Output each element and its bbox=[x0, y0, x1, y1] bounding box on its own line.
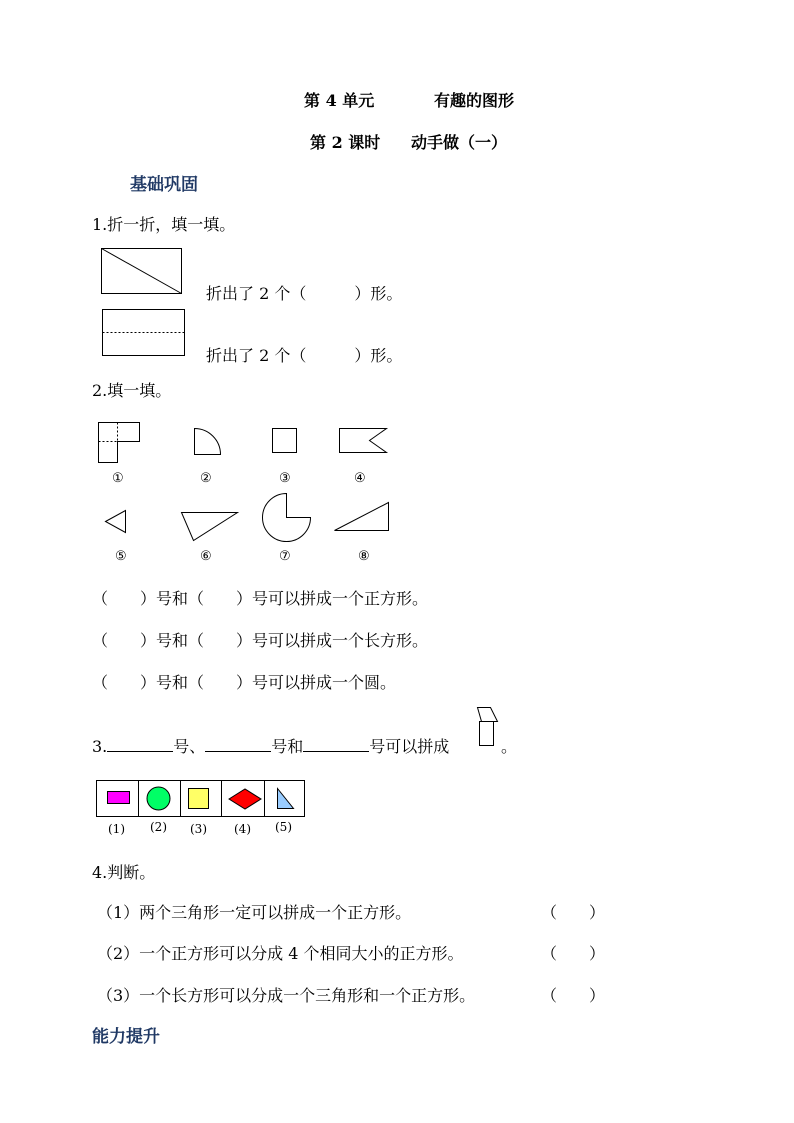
blue-triangle-icon bbox=[277, 788, 295, 810]
shape-label-7: ⑦ bbox=[279, 549, 291, 564]
q3-blank-2[interactable] bbox=[205, 737, 271, 752]
q1-title: 1.折一折，填一填。 bbox=[92, 215, 236, 234]
obtuse-triangle-icon bbox=[334, 502, 390, 532]
q2-line1: （ ）号和（ ）号可以拼成一个正方形。 bbox=[92, 589, 429, 608]
q3-sep2: 号和 bbox=[271, 737, 304, 756]
table-label-2: (2) bbox=[150, 820, 167, 834]
q3-suffix: 号可以拼成 bbox=[369, 737, 450, 756]
q1-line1: 折出了 2 个（ ）形。 bbox=[206, 284, 403, 303]
q2-line2: （ ）号和（ ）号可以拼成一个长方形。 bbox=[92, 631, 429, 650]
q3-prompt bbox=[92, 734, 449, 757]
yellow-square-icon bbox=[188, 788, 210, 810]
table-label-4: (4) bbox=[234, 822, 251, 836]
right-triangle-icon bbox=[181, 512, 239, 542]
q4-item-1: （1）两个三角形一定可以拼成一个正方形。 bbox=[97, 903, 412, 922]
table-label-5: (5) bbox=[275, 820, 292, 834]
q4-paren-3[interactable]: （ ） bbox=[541, 986, 606, 1005]
quarter-circle-icon bbox=[194, 428, 222, 455]
l-shape-icon bbox=[98, 422, 142, 464]
shape-label-4: ④ bbox=[354, 471, 366, 486]
magenta-rectangle-icon bbox=[107, 791, 131, 805]
q3-end: 。 bbox=[501, 737, 518, 756]
shape-label-5: ⑤ bbox=[115, 549, 127, 564]
folded-rectangle-diagonal-icon bbox=[101, 248, 183, 295]
table-label-3: (3) bbox=[190, 822, 207, 836]
q3-blank-1[interactable] bbox=[107, 737, 173, 752]
unit-title: 有趣的图形 bbox=[434, 91, 515, 110]
q2-line3: （ ）号和（ ）号可以拼成一个圆。 bbox=[92, 673, 397, 692]
small-triangle-icon bbox=[105, 510, 127, 534]
square-icon bbox=[272, 428, 298, 454]
q4-item-2: （2）一个正方形可以分成 4 个相同大小的正方形。 bbox=[97, 944, 464, 963]
q3-prefix: 3. bbox=[92, 737, 108, 756]
folded-rectangle-midline-icon bbox=[102, 309, 186, 357]
notched-rectangle-icon bbox=[339, 428, 389, 454]
three-quarter-circle-icon bbox=[261, 492, 313, 544]
q4-paren-1[interactable]: （ ） bbox=[541, 903, 606, 922]
table-label-1: (1) bbox=[108, 822, 125, 836]
house-shape-icon bbox=[473, 707, 499, 747]
shape-label-8: ⑧ bbox=[358, 549, 370, 564]
shape-label-1: ① bbox=[112, 471, 124, 486]
q3-sep1: 号、 bbox=[173, 737, 206, 756]
q2-title: 2.填一填。 bbox=[92, 381, 172, 400]
section-basic: 基础巩固 bbox=[130, 175, 198, 195]
q1-line2: 折出了 2 个（ ）形。 bbox=[206, 346, 403, 365]
lesson-number: 第 2 课时 bbox=[310, 133, 381, 152]
q4-item-3: （3）一个长方形可以分成一个三角形和一个正方形。 bbox=[97, 986, 476, 1005]
unit-number: 第 4 单元 bbox=[304, 91, 375, 110]
shape-label-3: ③ bbox=[279, 471, 291, 486]
red-diamond-icon bbox=[228, 788, 262, 810]
section-advanced: 能力提升 bbox=[92, 1027, 160, 1047]
shape-label-6: ⑥ bbox=[200, 549, 212, 564]
green-circle-icon bbox=[146, 786, 172, 812]
q3-blank-3[interactable] bbox=[303, 737, 369, 752]
shape-label-2: ② bbox=[200, 471, 212, 486]
lesson-title: 动手做（一） bbox=[411, 133, 508, 152]
q4-paren-2[interactable]: （ ） bbox=[541, 944, 606, 963]
q4-title: 4.判断。 bbox=[92, 863, 156, 882]
